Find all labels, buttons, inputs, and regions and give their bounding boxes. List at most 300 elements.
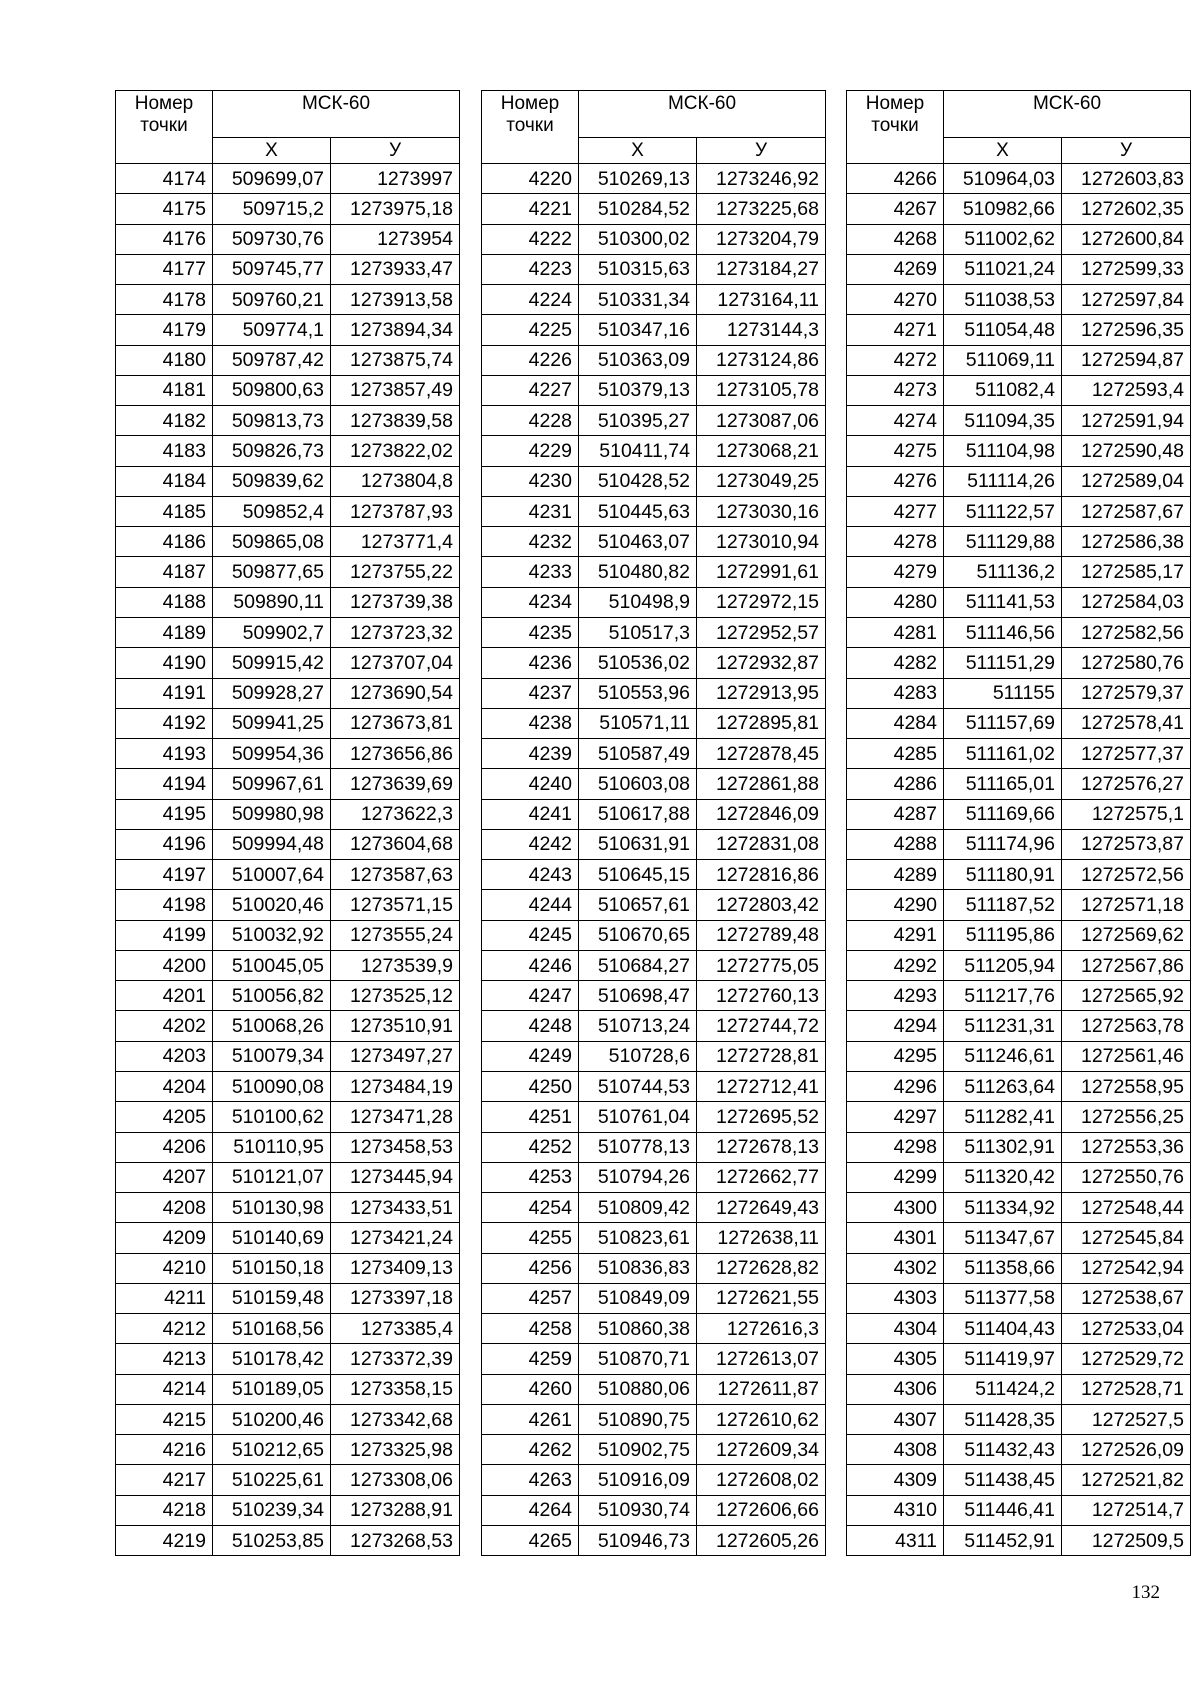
x-coordinate-cell: 509699,07 bbox=[213, 164, 331, 194]
table-row bbox=[116, 1223, 460, 1253]
table-row bbox=[847, 1404, 1191, 1434]
point-number-cell: 4247 bbox=[482, 981, 579, 1011]
point-number-cell: 4191 bbox=[116, 678, 213, 708]
y-coordinate-cell: 1273587,63 bbox=[331, 860, 460, 890]
y-coordinate-cell: 1272712,41 bbox=[697, 1071, 826, 1101]
table-row bbox=[847, 1314, 1191, 1344]
y-coordinate-cell: 1272567,86 bbox=[1062, 950, 1191, 980]
table-row bbox=[482, 1525, 826, 1555]
table-row bbox=[847, 920, 1191, 950]
table-row bbox=[482, 285, 826, 315]
y-coordinate-cell: 1273622,3 bbox=[331, 799, 460, 829]
x-coordinate-cell: 510253,85 bbox=[213, 1525, 331, 1555]
point-number-cell: 4267 bbox=[847, 194, 944, 224]
table-row bbox=[847, 648, 1191, 678]
point-number-cell: 4216 bbox=[116, 1435, 213, 1465]
point-number-cell: 4241 bbox=[482, 799, 579, 829]
x-coordinate-cell: 510836,83 bbox=[579, 1253, 697, 1283]
x-coordinate-cell: 510212,65 bbox=[213, 1435, 331, 1465]
point-number-cell: 4262 bbox=[482, 1435, 579, 1465]
y-coordinate-cell: 1273639,69 bbox=[331, 769, 460, 799]
point-number-cell: 4236 bbox=[482, 648, 579, 678]
y-coordinate-cell: 1272578,41 bbox=[1062, 708, 1191, 738]
y-coordinate-cell: 1272662,77 bbox=[697, 1162, 826, 1192]
y-coordinate-cell: 1273433,51 bbox=[331, 1193, 460, 1223]
point-number-cell: 4227 bbox=[482, 375, 579, 405]
point-number-cell: 4293 bbox=[847, 981, 944, 1011]
point-number-cell: 4257 bbox=[482, 1283, 579, 1313]
y-coordinate-cell: 1272895,81 bbox=[697, 708, 826, 738]
y-coordinate-cell: 1273839,58 bbox=[331, 406, 460, 436]
x-coordinate-cell: 510269,13 bbox=[579, 164, 697, 194]
point-number-cell: 4230 bbox=[482, 466, 579, 496]
table-row bbox=[847, 617, 1191, 647]
table-body bbox=[847, 164, 1191, 1556]
x-coordinate-cell: 511129,88 bbox=[944, 527, 1062, 557]
x-coordinate-cell: 510778,13 bbox=[579, 1132, 697, 1162]
y-coordinate-cell: 1273225,68 bbox=[697, 194, 826, 224]
x-coordinate-cell: 509902,7 bbox=[213, 617, 331, 647]
table-row bbox=[482, 345, 826, 375]
point-number-cell: 4174 bbox=[116, 164, 213, 194]
point-number-cell: 4182 bbox=[116, 406, 213, 436]
y-coordinate-cell: 1272585,17 bbox=[1062, 557, 1191, 587]
x-column-header: Х bbox=[213, 138, 331, 164]
x-coordinate-cell: 510684,27 bbox=[579, 950, 697, 980]
point-number-cell: 4205 bbox=[116, 1102, 213, 1132]
y-coordinate-cell: 1273204,79 bbox=[697, 224, 826, 254]
x-coordinate-cell: 510728,6 bbox=[579, 1041, 697, 1071]
point-number-cell: 4181 bbox=[116, 375, 213, 405]
table-row bbox=[482, 375, 826, 405]
x-coordinate-cell: 511174,96 bbox=[944, 829, 1062, 859]
y-coordinate-cell: 1272611,87 bbox=[697, 1374, 826, 1404]
point-number-cell: 4215 bbox=[116, 1404, 213, 1434]
table-body bbox=[116, 164, 460, 1556]
point-number-cell: 4282 bbox=[847, 648, 944, 678]
point-number-cell: 4219 bbox=[116, 1525, 213, 1555]
table-row bbox=[482, 1253, 826, 1283]
x-coordinate-cell: 510159,48 bbox=[213, 1283, 331, 1313]
table-row bbox=[482, 1404, 826, 1434]
point-number-cell: 4189 bbox=[116, 617, 213, 647]
table-row bbox=[482, 950, 826, 980]
table-row bbox=[847, 224, 1191, 254]
x-coordinate-cell: 510110,95 bbox=[213, 1132, 331, 1162]
table-row bbox=[116, 1374, 460, 1404]
x-coordinate-cell: 510698,47 bbox=[579, 981, 697, 1011]
y-coordinate-cell: 1273308,06 bbox=[331, 1465, 460, 1495]
x-coordinate-cell: 510880,06 bbox=[579, 1374, 697, 1404]
x-coordinate-cell: 510140,69 bbox=[213, 1223, 331, 1253]
table-row bbox=[482, 254, 826, 284]
table-row bbox=[116, 224, 460, 254]
point-number-cell: 4309 bbox=[847, 1465, 944, 1495]
y-coordinate-cell: 1272521,82 bbox=[1062, 1465, 1191, 1495]
x-coordinate-cell: 510809,42 bbox=[579, 1193, 697, 1223]
y-coordinate-cell: 1272678,13 bbox=[697, 1132, 826, 1162]
point-number-cell: 4220 bbox=[482, 164, 579, 194]
x-coordinate-cell: 510587,49 bbox=[579, 739, 697, 769]
point-number-cell: 4264 bbox=[482, 1495, 579, 1525]
x-coordinate-cell: 510930,74 bbox=[579, 1495, 697, 1525]
point-number-cell: 4234 bbox=[482, 587, 579, 617]
y-coordinate-cell: 1273246,92 bbox=[697, 164, 826, 194]
point-number-cell: 4177 bbox=[116, 254, 213, 284]
x-coordinate-cell: 510331,34 bbox=[579, 285, 697, 315]
table-row bbox=[116, 315, 460, 345]
point-number-cell: 4250 bbox=[482, 1071, 579, 1101]
y-coordinate-cell: 1273690,54 bbox=[331, 678, 460, 708]
x-coordinate-cell: 511157,69 bbox=[944, 708, 1062, 738]
y-coordinate-cell: 1272587,67 bbox=[1062, 496, 1191, 526]
table-row bbox=[847, 254, 1191, 284]
y-coordinate-cell: 1273857,49 bbox=[331, 375, 460, 405]
point-number-cell: 4254 bbox=[482, 1193, 579, 1223]
x-coordinate-cell: 510079,34 bbox=[213, 1041, 331, 1071]
x-coordinate-cell: 511217,76 bbox=[944, 981, 1062, 1011]
point-number-cell: 4273 bbox=[847, 375, 944, 405]
x-coordinate-cell: 509890,11 bbox=[213, 587, 331, 617]
table-row bbox=[116, 406, 460, 436]
x-coordinate-cell: 510916,09 bbox=[579, 1465, 697, 1495]
table-row bbox=[116, 1525, 460, 1555]
y-coordinate-cell: 1272695,52 bbox=[697, 1102, 826, 1132]
point-number-cell: 4185 bbox=[116, 496, 213, 526]
point-number-cell: 4305 bbox=[847, 1344, 944, 1374]
y-coordinate-cell: 1273372,39 bbox=[331, 1344, 460, 1374]
point-number-cell: 4203 bbox=[116, 1041, 213, 1071]
point-number-cell: 4255 bbox=[482, 1223, 579, 1253]
x-coordinate-cell: 510411,74 bbox=[579, 436, 697, 466]
table-row bbox=[116, 1162, 460, 1192]
x-coordinate-cell: 511438,45 bbox=[944, 1465, 1062, 1495]
y-coordinate-cell: 1272605,26 bbox=[697, 1525, 826, 1555]
y-coordinate-cell: 1273822,02 bbox=[331, 436, 460, 466]
point-number-cell: 4288 bbox=[847, 829, 944, 859]
y-coordinate-cell: 1272548,44 bbox=[1062, 1193, 1191, 1223]
y-coordinate-cell: 1272569,62 bbox=[1062, 920, 1191, 950]
table-row bbox=[116, 617, 460, 647]
y-coordinate-cell: 1273707,04 bbox=[331, 648, 460, 678]
table-row bbox=[482, 1162, 826, 1192]
table-row bbox=[116, 345, 460, 375]
table-row bbox=[482, 1314, 826, 1344]
table-row bbox=[847, 345, 1191, 375]
point-number-cell: 4195 bbox=[116, 799, 213, 829]
point-number-cell: 4291 bbox=[847, 920, 944, 950]
table-row bbox=[482, 1344, 826, 1374]
table-row bbox=[116, 890, 460, 920]
y-coordinate-cell: 1272571,18 bbox=[1062, 890, 1191, 920]
y-coordinate-cell: 1273124,86 bbox=[697, 345, 826, 375]
x-coordinate-cell: 510239,34 bbox=[213, 1495, 331, 1525]
point-number-cell: 4187 bbox=[116, 557, 213, 587]
point-number-cell: 4253 bbox=[482, 1162, 579, 1192]
x-coordinate-cell: 510395,27 bbox=[579, 406, 697, 436]
x-coordinate-cell: 510056,82 bbox=[213, 981, 331, 1011]
point-number-cell: 4223 bbox=[482, 254, 579, 284]
y-coordinate-cell: 1272594,87 bbox=[1062, 345, 1191, 375]
table-row bbox=[116, 1314, 460, 1344]
y-coordinate-cell: 1272972,15 bbox=[697, 587, 826, 617]
y-coordinate-cell: 1272575,1 bbox=[1062, 799, 1191, 829]
y-coordinate-cell: 1273342,68 bbox=[331, 1404, 460, 1434]
y-coordinate-cell: 1272603,83 bbox=[1062, 164, 1191, 194]
x-coordinate-cell: 509826,73 bbox=[213, 436, 331, 466]
x-coordinate-cell: 509774,1 bbox=[213, 315, 331, 345]
point-number-cell: 4251 bbox=[482, 1102, 579, 1132]
point-number-cell: 4277 bbox=[847, 496, 944, 526]
y-coordinate-cell: 1272582,56 bbox=[1062, 617, 1191, 647]
table-row bbox=[482, 406, 826, 436]
table-row bbox=[116, 950, 460, 980]
x-coordinate-cell: 511122,57 bbox=[944, 496, 1062, 526]
table-row bbox=[482, 527, 826, 557]
point-number-cell: 4245 bbox=[482, 920, 579, 950]
point-number-cell: 4295 bbox=[847, 1041, 944, 1071]
table-row bbox=[116, 708, 460, 738]
point-number-cell: 4222 bbox=[482, 224, 579, 254]
x-coordinate-cell: 511358,66 bbox=[944, 1253, 1062, 1283]
point-number-cell: 4256 bbox=[482, 1253, 579, 1283]
x-coordinate-cell: 510100,62 bbox=[213, 1102, 331, 1132]
table-row bbox=[847, 1283, 1191, 1313]
point-number-cell: 4285 bbox=[847, 739, 944, 769]
y-coordinate-cell: 1272514,7 bbox=[1062, 1495, 1191, 1525]
y-coordinate-cell: 1273787,93 bbox=[331, 496, 460, 526]
x-coordinate-cell: 511404,43 bbox=[944, 1314, 1062, 1344]
table-row bbox=[847, 1132, 1191, 1162]
y-coordinate-cell: 1273913,58 bbox=[331, 285, 460, 315]
x-column-header: Х bbox=[579, 138, 697, 164]
x-coordinate-cell: 510849,09 bbox=[579, 1283, 697, 1313]
x-coordinate-cell: 511334,92 bbox=[944, 1193, 1062, 1223]
y-coordinate-cell: 1273010,94 bbox=[697, 527, 826, 557]
point-number-cell: 4204 bbox=[116, 1071, 213, 1101]
x-coordinate-cell: 510150,18 bbox=[213, 1253, 331, 1283]
x-coordinate-cell: 510068,26 bbox=[213, 1011, 331, 1041]
point-number-cell: 4237 bbox=[482, 678, 579, 708]
point-number-cell: 4306 bbox=[847, 1374, 944, 1404]
point-number-cell: 4190 bbox=[116, 648, 213, 678]
point-number-cell: 4244 bbox=[482, 890, 579, 920]
y-coordinate-cell: 1272816,86 bbox=[697, 860, 826, 890]
x-coordinate-cell: 509745,77 bbox=[213, 254, 331, 284]
coordinate-system-header: МСК-60 bbox=[944, 91, 1191, 138]
x-coordinate-cell: 510536,02 bbox=[579, 648, 697, 678]
y-coordinate-cell: 1272846,09 bbox=[697, 799, 826, 829]
x-coordinate-cell: 510020,46 bbox=[213, 890, 331, 920]
y-coordinate-cell: 1273471,28 bbox=[331, 1102, 460, 1132]
point-number-cell: 4186 bbox=[116, 527, 213, 557]
y-coordinate-cell: 1272553,36 bbox=[1062, 1132, 1191, 1162]
x-coordinate-cell: 509954,36 bbox=[213, 739, 331, 769]
point-number-cell: 4197 bbox=[116, 860, 213, 890]
x-coordinate-cell: 510982,66 bbox=[944, 194, 1062, 224]
x-coordinate-cell: 510178,42 bbox=[213, 1344, 331, 1374]
point-number-cell: 4299 bbox=[847, 1162, 944, 1192]
x-coordinate-cell: 510090,08 bbox=[213, 1071, 331, 1101]
x-coordinate-cell: 510571,11 bbox=[579, 708, 697, 738]
point-number-cell: 4209 bbox=[116, 1223, 213, 1253]
point-number-cell: 4280 bbox=[847, 587, 944, 617]
page-number: 132 bbox=[1131, 1582, 1160, 1603]
point-number-cell: 4201 bbox=[116, 981, 213, 1011]
point-number-cell: 4303 bbox=[847, 1283, 944, 1313]
x-coordinate-cell: 511320,42 bbox=[944, 1162, 1062, 1192]
point-number-header: Номер точки bbox=[482, 91, 579, 164]
y-coordinate-cell: 1272760,13 bbox=[697, 981, 826, 1011]
y-coordinate-cell: 1273421,24 bbox=[331, 1223, 460, 1253]
point-number-cell: 4184 bbox=[116, 466, 213, 496]
x-coordinate-cell: 511446,41 bbox=[944, 1495, 1062, 1525]
x-coordinate-cell: 510645,15 bbox=[579, 860, 697, 890]
table-row bbox=[116, 1495, 460, 1525]
x-coordinate-cell: 511377,58 bbox=[944, 1283, 1062, 1313]
table-row bbox=[847, 678, 1191, 708]
y-coordinate-cell: 1272563,78 bbox=[1062, 1011, 1191, 1041]
table-row bbox=[847, 1102, 1191, 1132]
table-row bbox=[116, 1344, 460, 1374]
y-coordinate-cell: 1272621,55 bbox=[697, 1283, 826, 1313]
table-row bbox=[482, 315, 826, 345]
x-coordinate-cell: 510315,63 bbox=[579, 254, 697, 284]
y-coordinate-cell: 1273397,18 bbox=[331, 1283, 460, 1313]
table-row bbox=[116, 1404, 460, 1434]
x-coordinate-cell: 511187,52 bbox=[944, 890, 1062, 920]
y-coordinate-cell: 1273510,91 bbox=[331, 1011, 460, 1041]
point-number-cell: 4304 bbox=[847, 1314, 944, 1344]
x-coordinate-cell: 510870,71 bbox=[579, 1344, 697, 1374]
point-number-cell: 4214 bbox=[116, 1374, 213, 1404]
x-coordinate-cell: 511141,53 bbox=[944, 587, 1062, 617]
y-coordinate-cell: 1273525,12 bbox=[331, 981, 460, 1011]
x-coordinate-cell: 511104,98 bbox=[944, 436, 1062, 466]
point-number-cell: 4239 bbox=[482, 739, 579, 769]
point-number-cell: 4221 bbox=[482, 194, 579, 224]
point-number-cell: 4207 bbox=[116, 1162, 213, 1192]
x-coordinate-cell: 509915,42 bbox=[213, 648, 331, 678]
x-coordinate-cell: 509760,21 bbox=[213, 285, 331, 315]
table-row bbox=[847, 315, 1191, 345]
y-coordinate-cell: 1272831,08 bbox=[697, 829, 826, 859]
point-number-cell: 4274 bbox=[847, 406, 944, 436]
y-coordinate-cell: 1273184,27 bbox=[697, 254, 826, 284]
point-number-cell: 4292 bbox=[847, 950, 944, 980]
x-coordinate-cell: 511432,43 bbox=[944, 1435, 1062, 1465]
point-number-cell: 4238 bbox=[482, 708, 579, 738]
y-coordinate-cell: 1272586,38 bbox=[1062, 527, 1191, 557]
table-row bbox=[482, 1223, 826, 1253]
x-coordinate-cell: 509813,73 bbox=[213, 406, 331, 436]
x-coordinate-cell: 509980,98 bbox=[213, 799, 331, 829]
point-number-cell: 4225 bbox=[482, 315, 579, 345]
x-coordinate-cell: 511002,62 bbox=[944, 224, 1062, 254]
table-row bbox=[482, 1132, 826, 1162]
x-coordinate-cell: 510121,07 bbox=[213, 1162, 331, 1192]
x-coordinate-cell: 510480,82 bbox=[579, 557, 697, 587]
y-coordinate-cell: 1273933,47 bbox=[331, 254, 460, 284]
y-coordinate-cell: 1272589,04 bbox=[1062, 466, 1191, 496]
x-coordinate-cell: 511082,4 bbox=[944, 375, 1062, 405]
y-coordinate-cell: 1272600,84 bbox=[1062, 224, 1191, 254]
point-number-cell: 4270 bbox=[847, 285, 944, 315]
y-coordinate-cell: 1272576,27 bbox=[1062, 769, 1191, 799]
table-row bbox=[847, 1011, 1191, 1041]
table-row bbox=[482, 466, 826, 496]
y-coordinate-cell: 1272529,72 bbox=[1062, 1344, 1191, 1374]
point-number-cell: 4272 bbox=[847, 345, 944, 375]
y-coordinate-cell: 1273604,68 bbox=[331, 829, 460, 859]
point-number-cell: 4266 bbox=[847, 164, 944, 194]
table-row bbox=[116, 587, 460, 617]
point-number-cell: 4200 bbox=[116, 950, 213, 980]
y-coordinate-cell: 1272597,84 bbox=[1062, 285, 1191, 315]
y-coordinate-cell: 1272649,43 bbox=[697, 1193, 826, 1223]
table-row bbox=[847, 194, 1191, 224]
point-number-cell: 4179 bbox=[116, 315, 213, 345]
table-row bbox=[116, 1193, 460, 1223]
x-coordinate-cell: 511347,67 bbox=[944, 1223, 1062, 1253]
table-row bbox=[847, 285, 1191, 315]
point-number-cell: 4229 bbox=[482, 436, 579, 466]
x-coordinate-cell: 509839,62 bbox=[213, 466, 331, 496]
table-row bbox=[482, 587, 826, 617]
point-number-cell: 4235 bbox=[482, 617, 579, 647]
table-row bbox=[116, 194, 460, 224]
table-row bbox=[116, 254, 460, 284]
y-coordinate-cell: 1273325,98 bbox=[331, 1435, 460, 1465]
table-row bbox=[116, 496, 460, 526]
point-number-cell: 4199 bbox=[116, 920, 213, 950]
point-number-header: Номер точки bbox=[116, 91, 213, 164]
x-coordinate-cell: 511165,01 bbox=[944, 769, 1062, 799]
y-coordinate-cell: 1272596,35 bbox=[1062, 315, 1191, 345]
y-coordinate-cell: 1273288,91 bbox=[331, 1495, 460, 1525]
table-row bbox=[847, 1374, 1191, 1404]
point-number-cell: 4268 bbox=[847, 224, 944, 254]
point-number-cell: 4242 bbox=[482, 829, 579, 859]
point-number-cell: 4208 bbox=[116, 1193, 213, 1223]
x-coordinate-cell: 509800,63 bbox=[213, 375, 331, 405]
x-coordinate-cell: 511069,11 bbox=[944, 345, 1062, 375]
table-row bbox=[847, 375, 1191, 405]
point-number-cell: 4188 bbox=[116, 587, 213, 617]
y-coordinate-cell: 1272528,71 bbox=[1062, 1374, 1191, 1404]
y-coordinate-cell: 1273484,19 bbox=[331, 1071, 460, 1101]
x-coordinate-cell: 510890,75 bbox=[579, 1404, 697, 1434]
table-row bbox=[847, 1465, 1191, 1495]
point-number-cell: 4260 bbox=[482, 1374, 579, 1404]
table-row bbox=[847, 829, 1191, 859]
x-coordinate-cell: 511419,97 bbox=[944, 1344, 1062, 1374]
y-coordinate-cell: 1273458,53 bbox=[331, 1132, 460, 1162]
y-coordinate-cell: 1272608,02 bbox=[697, 1465, 826, 1495]
table-row bbox=[116, 648, 460, 678]
table-row bbox=[482, 769, 826, 799]
table-row bbox=[847, 950, 1191, 980]
table-row bbox=[847, 406, 1191, 436]
table-row bbox=[116, 1132, 460, 1162]
table-row bbox=[482, 164, 826, 194]
y-coordinate-cell: 1272573,87 bbox=[1062, 829, 1191, 859]
x-coordinate-cell: 510363,09 bbox=[579, 345, 697, 375]
point-number-cell: 4297 bbox=[847, 1102, 944, 1132]
y-coordinate-cell: 1272593,4 bbox=[1062, 375, 1191, 405]
y-coordinate-cell: 1273755,22 bbox=[331, 557, 460, 587]
y-coordinate-cell: 1272577,37 bbox=[1062, 739, 1191, 769]
